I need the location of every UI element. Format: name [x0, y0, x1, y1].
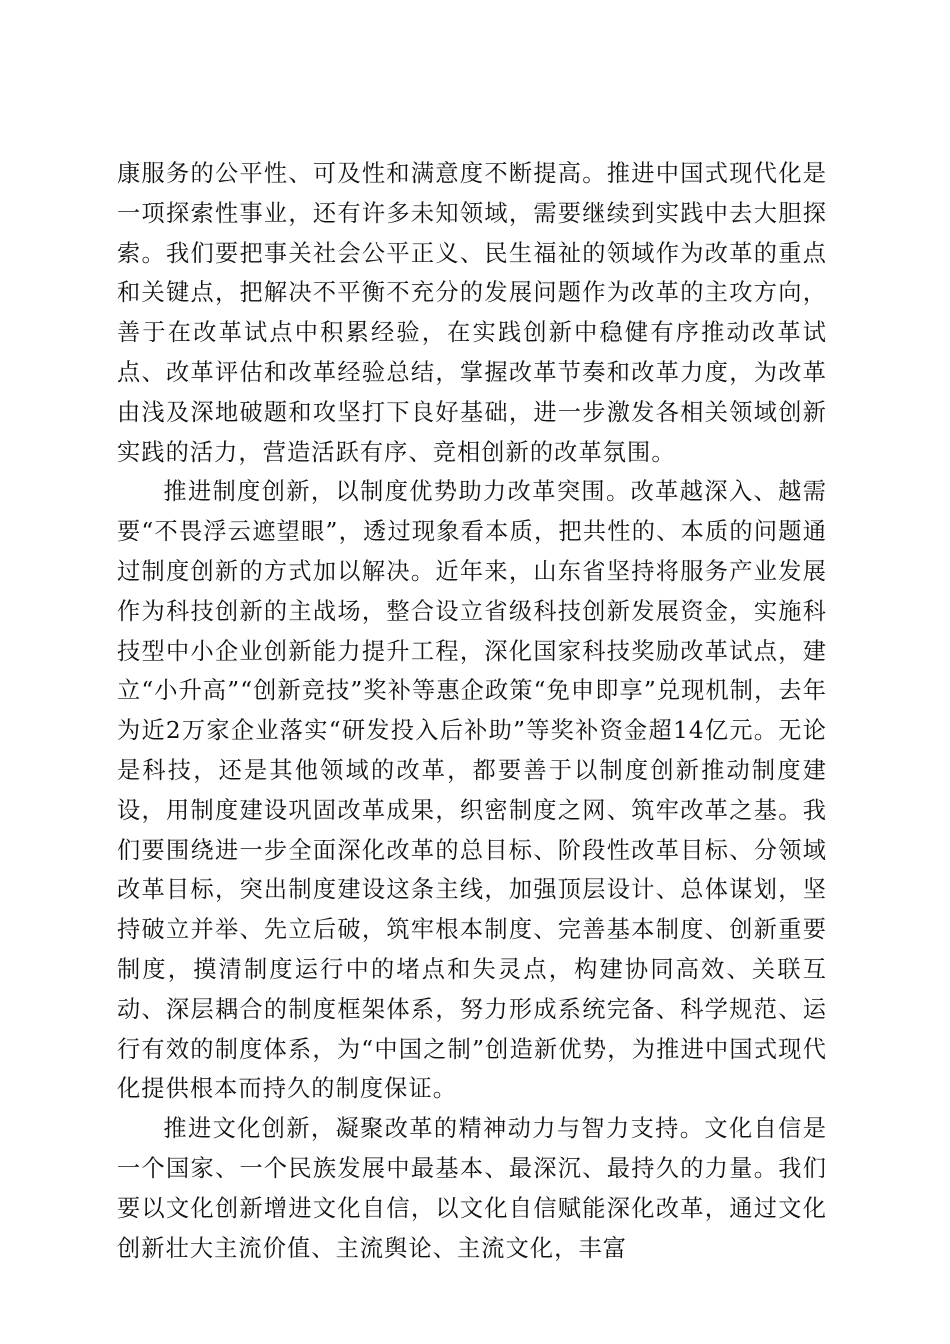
paragraph-cultural-innovation: 推进文化创新，凝聚改革的精神动力与智力支持。文化自信是一个国家、一个民族发展中最基本、最深沉、最持久的力量。我们要以文化创新增进文化自信，以文化自信赋能深化改革，通过文化创新壮大主流价值、主流舆论、主流文化，丰富 [117, 1115, 827, 1262]
paragraph-institutional-innovation: 推进制度创新，以制度优势助力改革突围。改革越深入、越需要“不畏浮云遮望眼”，透过现象看本质，把共性的、本质的问题通过制度创新的方式加以解决。近年来，山东省坚持将服务产业发展作为科技创新的主战场，整合设立省级科技创新发展资金，实施科技型中小企业创新能力提升工程，深化国家科技奖励改革试点，建立“小升高”“创新竞技”奖补等惠企政策“免申即享”兑现机制，去年为近2万家企业落实“研发投入后补助”等奖补资金超14亿元。无论是科技，还是其他领域的改革，都要善于以制度创新推动制度建设，用制度建设巩固改革成果，织密制度之网、筑牢改革之基。我们要围绕进一步全面深化改革的总目标、阶段性改革目标、分领域改革目标，突出制度建设这条主线，加强顶层设计、总体谋划，坚持破立并举、先立后破，筑牢根本制度、完善基本制度、创新重要制度，摸清制度运行中的堵点和失灵点，构建协同高效、关联互动、深层耦合的制度框架体系，努力形成系统完备、科学规范、运行有效的制度体系，为“中国之制”创造新优势，为推进中国式现代化提供根本而持久的制度保证。 [117, 478, 827, 1103]
document-body [117, 154, 827, 1268]
paragraph-continuation: 康服务的公平性、可及性和满意度不断提高。推进中国式现代化是一项探索性事业，还有许多未知领域，需要继续到实践中去大胆探索。我们要把事关社会公平正义、民生福祉的领域作为改革的重点和关键点，把解决不平衡不充分的发展问题作为改革的主攻方向，善于在改革试点中积累经验，在实践创新中稳健有序推动改革试点、改革评估和改革经验总结，掌握改革节奏和改革力度，为改革由浅及深地破题和攻坚打下良好基础，进一步激发各相关领域创新实践的活力，营造活跃有序、竞相创新的改革氛围。 [117, 160, 827, 466]
